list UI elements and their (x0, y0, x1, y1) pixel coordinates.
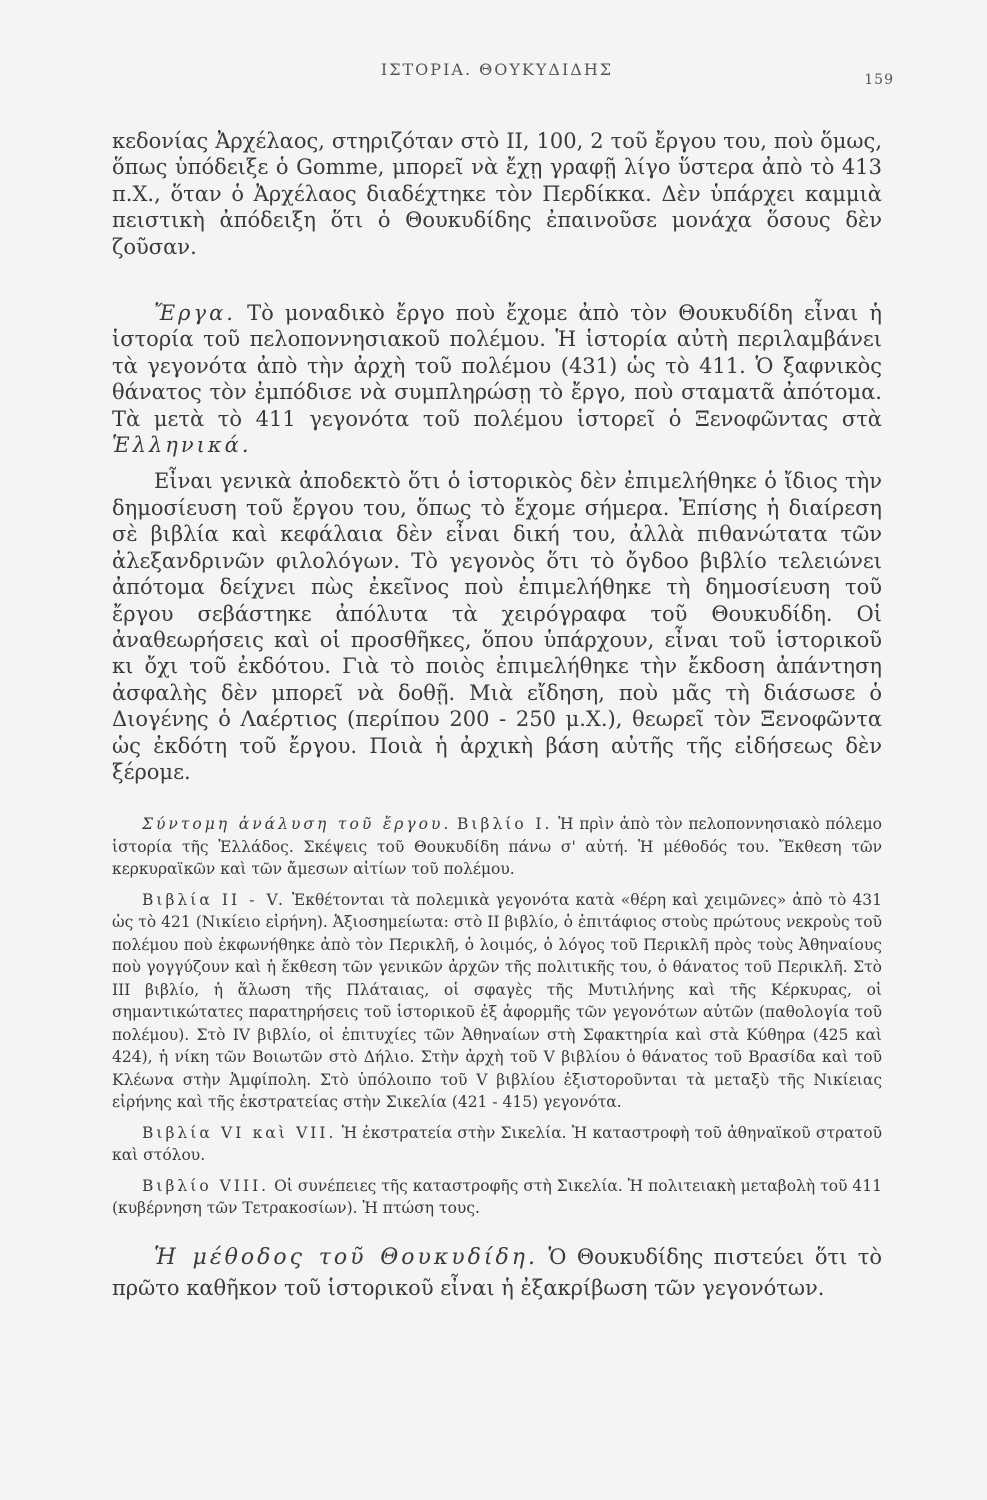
method-heading: Ἡ μέθοδος τοῦ Θουκυδίδη. (154, 1244, 538, 1270)
summary-book-8 (112, 1175, 882, 1220)
book-1-label: Βιβλίο I. (457, 815, 553, 834)
summary-books-2-5 (112, 889, 882, 1114)
method-text: Ὁ Θουκυδίδης πιστεύει ὅτι τὸ πρῶτο καθῆκον τοῦ ἱστορικοῦ εἶναι ἡ ἐξακρίβωση τῶν γεγονότων. (112, 1244, 882, 1300)
book-1-text: Ἡ πρὶν ἀπὸ τὸν πελοποννησιακὸ πόλεμο ἱστορία τῆς Ἑλλάδος. Σκέψεις τοῦ Θουκυδίδη πάνω σ' αὐτή. Ἡ μέθοδός του. Ἔκθεση τῶν κερκυραϊκῶν καὶ τῶν ἄμεσων αἰτίων τοῦ πολέμου. (112, 815, 883, 879)
erga-section (112, 300, 882, 785)
method-section (112, 1242, 882, 1303)
erga-text: Τὸ μοναδικὸ ἔργο ποὺ ἔχομε ἀπὸ τὸν Θουκυδίδη εἶναι ἡ ἱστορία τοῦ πελοποννησιακοῦ πολέμου. Ἡ ἱστορία αὐτὴ περιλαμβάνει τὰ γεγονότα ἀπὸ τὴν ἀρχὴ τοῦ πολέμου (431) ὡς τὸ 411. Ὁ ξαφνικὸς θάνατος τὸν ἐμπόδισε νὰ συμπληρώσῃ τὸ ἔργο, ποὺ σταματᾶ ἀπότομα. Τὰ μετὰ τὸ 411 γεγονότα τοῦ πολέμου ἱστορεῖ ὁ Ξενοφῶντας στὰ (112, 301, 882, 431)
books-2-5-text: Ἐκθέτονται τὰ πολεμικὰ γεγονότα κατὰ «θέρη καὶ χειμῶνες» ἀπὸ τὸ 431 ὡς τὸ 421 (Νικίειο εἰρήνη). Ἀξιοσημείωτα: στὸ II βιβλίο, ὁ ἐπιτάφιος στοὺς πρώτους νεκροὺς τοῦ πολέμου ποὺ ἐκφωνήθηκε ἀπὸ τὸν Περικλῆ, ὁ λοιμός, ὁ λόγος τοῦ Περικλῆ πρὸς τοὺς Ἀθηναίους ποὺ γογγύζουν καὶ ἡ ἔκθεση τῶν γενικῶν ἀρχῶν τῆς πολιτικῆς του, ὁ θάνατος τοῦ Περικλῆ. Στὸ III βιβλίο, ἡ ἅλωση τῆς Πλάταιας, οἱ σφαγὲς τῆς Μυτιλήνης καὶ τῆς Κέρκυρας, οἱ σημαντικώτατες παρατηρήσεις τοῦ ἱστορικοῦ ἐξ ἀφορμῆς τῶν γεγονότων αὐτῶν (παθολογία τοῦ πολέμου). Στὸ IV βιβλίο, οἱ ἐπιτυχίες τῶν Ἀθηναίων στὴ Σφακτηρία καὶ στὰ Κύθηρα (425 καὶ 424), ἡ νίκη τῶν Βοιωτῶν στὸ Δήλιο. Στὴν ἀρχὴ τοῦ V βιβλίου ὁ θάνατος τοῦ Βρασίδα καὶ τοῦ Κλέωνα στὴν Ἀμφίπολη. Στὸ ὑπόλοιπο τοῦ V βιβλίου ἐξιστοροῦνται τὰ μεταξὺ τῆς Νικίειας εἰρήνης καὶ τῆς ἐκστρατείας στὴν Σικελία (421 - 415) γεγονότα. (112, 890, 882, 1112)
page-header (112, 60, 894, 90)
summary-books-6-7 (112, 1122, 882, 1167)
paragraph-general: Εἶναι γενικὰ ἀποδεκτὸ ὅτι ὁ ἱστορικὸς δὲν ἐπιμελήθηκε ὁ ἴδιος τὴν δημοσίευση τοῦ ἔργου του, ὅπως τὸ ἔχομε σήμερα. Ἐπίσης ἡ διαίρεση σὲ βιβλία καὶ κεφάλαια δὲν εἶναι δική του, ἀλλὰ πιθανώτατα τῶν ἀλεξανδρινῶν φιλολόγων. Τὸ γεγονὸς ὅτι τὸ ὄγδοο βιβλίο τελειώνει ἀπότομα δείχνει πὼς ἐκεῖνος ποὺ ἐπιμελήθηκε τὴ δημοσίευση τοῦ ἔργου σεβάστηκε ἀπόλυτα τὰ χειρόγραφα τοῦ Θουκυδίδη. Οἱ ἀναθεωρήσεις καὶ οἱ προσθῆκες, ὅπου ὑπάρχουν, εἶναι τοῦ ἱστορικοῦ κι ὄχι τοῦ ἐκδότου. Γιὰ τὸ ποιὸς ἐπιμελήθηκε τὴν ἔκδοση ἀπάντηση ἀσφαλὴς δὲν μπορεῖ νὰ δοθῇ. Μιὰ εἴδηση, ποὺ μᾶς τὴ διάσωσε ὁ Διογένης ὁ Λαέρτιος (περίπου 200 - 250 μ.Χ.), θεωρεῖ τὸν Ξενοφῶντα ὡς ἐκδότη τοῦ ἔργου. Ποιὰ ἡ ἀρχικὴ βάση αὐτῆς τῆς εἰδήσεως δὲν ξέρομε. (112, 469, 882, 784)
books-2-5-label: Βιβλία II - V. (142, 890, 286, 909)
paragraph-intro: κεδονίας Ἀρχέλαος, στηριζόταν στὸ II, 100, 2 τοῦ ἔργου του, ποὺ ὅμως, ὅπως ὑπόδειξε ὁ Gomme, μπορεῖ νὰ ἔχῃ γραφῇ λίγο ὕστερα ἀπὸ τὸ 413 π.Χ., ὅταν ὁ Ἀρχέλαος διαδέχτηκε τὸν Περδίκκα. Δὲν ὑπάρχει καμμιὰ πειστικὴ ἀπόδειξη ὅτι ὁ Θουκυδίδης ἐπαινοῦσε μονάχα ὅσους δὲν ζοῦσαν. (112, 129, 882, 259)
book-page (112, 60, 894, 1303)
book-8-text: Οἱ συνέπειες τῆς καταστροφῆς στὴ Σικελία. Ἡ πολιτειακὴ μεταβολὴ τοῦ 411 (κυβέρνηση τῶν Τετρακοσίων). Ἡ πτώση τους. (112, 1176, 882, 1218)
paragraph-erga (112, 300, 882, 458)
books-6-7-text: Ἡ ἐκστρατεία στὴν Σικελία. Ἡ καταστροφὴ τοῦ ἀθηναϊκοῦ στρατοῦ καὶ στόλου. (112, 1123, 882, 1165)
method-paragraph (112, 1242, 882, 1303)
hellenika-title: Ἑλληνικά. (112, 433, 252, 458)
summary-heading: Σύντομη ἀνάλυση τοῦ ἔργου. (142, 815, 452, 834)
running-title: ΙΣΤΟΡΙΑ. ΘΟΥΚΥΔΙΔΗΣ (380, 60, 614, 79)
main-text (112, 128, 882, 260)
books-6-7-label: Βιβλία VI καὶ VII. (142, 1123, 337, 1142)
summary-book-1 (112, 813, 882, 881)
summary-section (112, 813, 882, 1220)
page-number: 159 (864, 72, 894, 88)
book-8-label: Βιβλίο VIII. (142, 1176, 270, 1195)
erga-heading: Ἔργα. (154, 301, 236, 326)
